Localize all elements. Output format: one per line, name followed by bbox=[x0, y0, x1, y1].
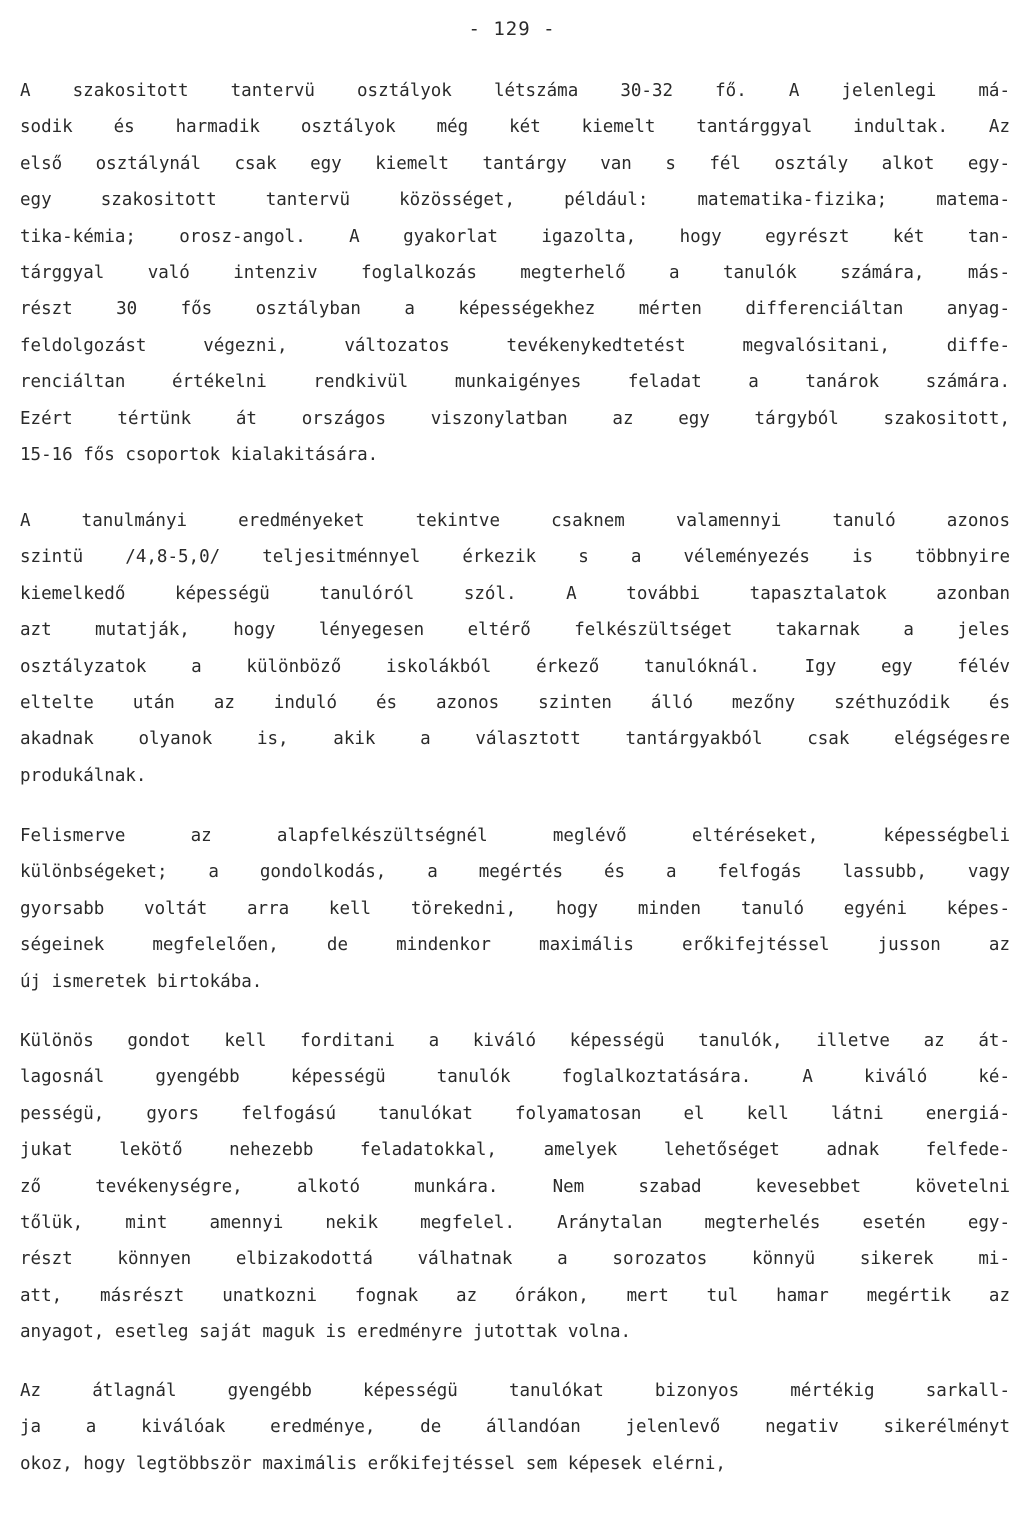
text-line: egy szakositott tantervü közösséget, például: matematika-fizika; matema- bbox=[20, 190, 1010, 211]
text-line: produkálnak. bbox=[20, 765, 147, 786]
paragraph-differences bbox=[20, 818, 1010, 1000]
text-line: részt 30 fős osztályban a képességekhez mérten differenciáltan anyag- bbox=[20, 299, 1010, 320]
text-line: új ismeretek birtokába. bbox=[20, 971, 263, 992]
text-line: okoz, hogy legtöbbször maximális erőkifejtéssel sem képesek elérni, bbox=[20, 1453, 726, 1474]
text-line: att, másrészt unatkozni fognak az órákon, mert tul hamar megértik az bbox=[20, 1285, 1010, 1306]
text-line: eltelte után az induló és azonos szinten álló mezőny széthuzódik és bbox=[20, 692, 1010, 713]
text-line: feldolgozást végezni, változatos tevékenykedtetést megvalósitani, diffe- bbox=[20, 335, 1010, 356]
text-line: tárggyal való intenziv foglalkozás megterhelő a tanulók számára, más- bbox=[20, 262, 1010, 283]
paragraph-results bbox=[20, 503, 1010, 794]
text-line: A szakositott tantervü osztályok létszáma 30-32 fő. A jelenlegi má- bbox=[20, 81, 1010, 101]
text-line: Az átlagnál gyengébb képességü tanulókat bizonyos mértékig sarkall- bbox=[20, 1381, 1010, 1401]
paragraph-gifted-students bbox=[20, 1023, 1010, 1351]
paragraph-class-size bbox=[20, 73, 1010, 473]
text-line: tika-kémia; orosz-angol. A gyakorlat igazolta, hogy egyrészt két tan- bbox=[20, 226, 1010, 247]
text-line: szintü /4,8-5,0/ teljesitménnyel érkezik s a véleményezés is többnyire bbox=[20, 547, 1010, 568]
text-line: anyagot, esetleg saját maguk is eredményre jutottak volna. bbox=[20, 1322, 632, 1343]
text-line: Különös gondot kell forditani a kiváló képességü tanulók, illetve az át- bbox=[20, 1031, 1010, 1051]
text-line: renciáltan értékelni rendkivül munkaigényes feladat a tanárok számára. bbox=[20, 372, 1010, 393]
text-line: tőlük, mint amennyi nekik megfelel. Aránytalan megterhelés esetén egy- bbox=[20, 1212, 1010, 1233]
text-line: Felismerve az alapfelkészültségnél meglévő eltéréseket, képességbeli bbox=[20, 826, 1010, 846]
text-line: sodik és harmadik osztályok még két kiemelt tantárggyal indultak. Az bbox=[20, 117, 1010, 138]
page-number: - 129 - bbox=[468, 18, 556, 40]
text-line: első osztálynál csak egy kiemelt tantárgy van s fél osztály alkot egy- bbox=[20, 153, 1010, 174]
text-line: ző tevékenységre, alkotó munkára. Nem szabad kevesebbet követelni bbox=[20, 1176, 1010, 1197]
text-line: osztályzatok a különböző iskolákból érkező tanulóknál. Igy egy félév bbox=[20, 656, 1010, 677]
text-line: ja a kiválóak eredménye, de állandóan jelenlevő negativ sikerélményt bbox=[20, 1417, 1010, 1438]
text-line: lagosnál gyengébb képességü tanulók foglalkoztatására. A kiváló ké- bbox=[20, 1067, 1010, 1088]
text-line: gyorsabb voltát arra kell törekedni, hogy minden tanuló egyéni képes- bbox=[20, 898, 1010, 919]
text-line: kiemelkedő képességü tanulóról szól. A további tapasztalatok azonban bbox=[20, 583, 1010, 604]
text-line: részt könnyen elbizakodottá válhatnak a sorozatos könnyü sikerek mi- bbox=[20, 1249, 1010, 1270]
text-line: pességü, gyors felfogású tanulókat folyamatosan el kell látni energiá- bbox=[20, 1103, 1010, 1124]
text-line: azt mutatják, hogy lényegesen eltérő felkészültséget takarnak a jeles bbox=[20, 620, 1010, 641]
paragraph-weaker-students bbox=[20, 1373, 1010, 1482]
text-line: különbségeket; a gondolkodás, a megértés és a felfogás lassubb, vagy bbox=[20, 862, 1010, 883]
text-line: ségeinek megfelelően, de mindenkor maximális erőkifejtéssel jusson az bbox=[20, 935, 1010, 956]
text-line: Ezért tértünk át országos viszonylatban az egy tárgyból szakositott, bbox=[20, 408, 1010, 429]
text-line: 15-16 fős csoportok kialakitására. bbox=[20, 444, 379, 465]
text-line: A tanulmányi eredményeket tekintve csaknem valamennyi tanuló azonos bbox=[20, 511, 1010, 531]
text-line: jukat lekötő nehezebb feladatokkal, amelyek lehetőséget adnak felfede- bbox=[20, 1140, 1010, 1161]
text-line: akadnak olyanok is, akik a választott tantárgyakból csak elégségesre bbox=[20, 729, 1010, 750]
